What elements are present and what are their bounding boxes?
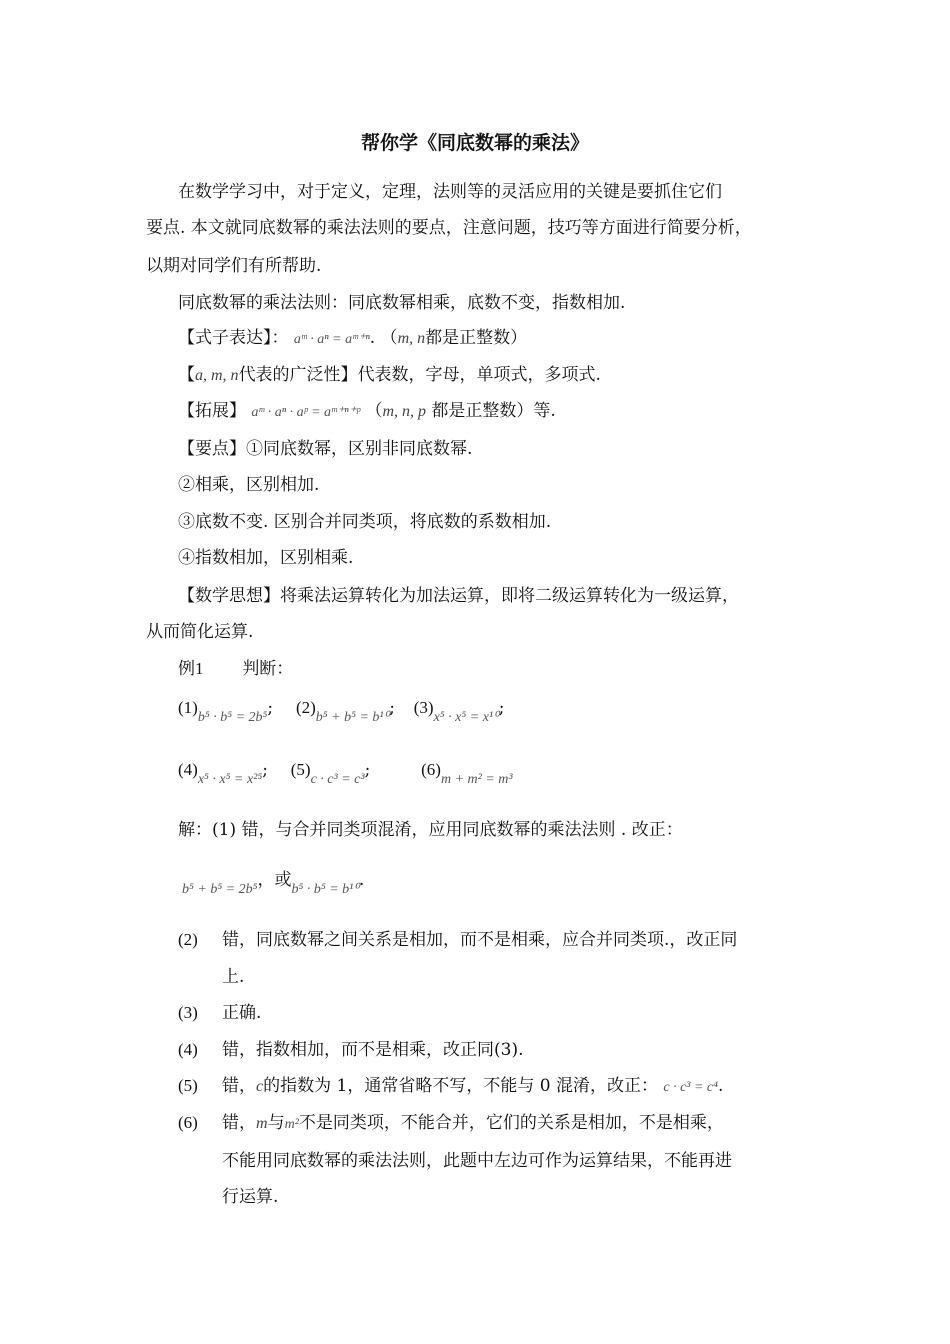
answer-label: (6) — [178, 1113, 198, 1132]
answer-label: (2) — [178, 930, 198, 949]
point-3: ③底数不变. 区别合并同类项，将底数的系数相加. — [178, 512, 552, 532]
extension-line: 【拓展】 aᵐ · aⁿ · aᵖ = aᵐ⁺ⁿ⁺ᵖ （m, n, p 都是正整数）等. — [178, 401, 556, 421]
q2-label: (2) — [295, 698, 316, 717]
formula-line: 【式子表达】： aᵐ · aⁿ = aᵐ⁺ⁿ. （m, n都是正整数） — [178, 328, 528, 348]
ext-label: 【拓展】 — [178, 401, 246, 421]
ext-cond-text: 都是正整数）等. — [431, 401, 556, 421]
questions-row-1: $(1)_{b^5 \cdot b^5 = 2b^5}$; $(2)_{b^5 + b^5 = b^{10}}$; $(3)_{x^5 \cdot x^5 = x^{10}}$; — [178, 698, 505, 725]
formula-cond-vars: m, n — [397, 330, 426, 347]
point-1: 【要点】①同底数幂，区别非同底数幂. — [178, 439, 473, 459]
point-4: ④指数相加，区别相乘. — [178, 548, 354, 568]
fix1-math: b⁵ + b⁵ = 2b⁵ — [182, 882, 258, 897]
q4-label: (4) — [178, 760, 198, 779]
page-title: 帮你学《同底数幂的乘法》 — [360, 132, 589, 154]
intro-line-3: 以期对同学们有所帮助. — [146, 256, 322, 276]
var-c: c — [256, 1078, 264, 1095]
or-text: ，或 — [257, 870, 292, 890]
formula-cond-text: 都是正整数） — [425, 328, 528, 348]
q3-math: x⁵ · x⁵ = x¹⁰ — [433, 710, 499, 725]
answer-text: 错，c的指数为 1，通常省略不写，不能与 0 混淆，改正： c · c³ = c⁴. — [222, 1076, 724, 1096]
q1-math: b⁵ · b⁵ = 2b⁵ — [197, 710, 268, 725]
var-m2: m² — [284, 1117, 299, 1132]
answer-6-cont-2: 行运算. — [222, 1187, 279, 1207]
answer-text: 错，m与m²不是同类项，不能合并，它们的关系是相加，不是相乘， — [222, 1113, 724, 1133]
q6-math: m + m² = m³ — [440, 772, 513, 787]
representation-line: 【a, m, n代表的广泛性】代表数，字母，单项式，多项式. — [178, 365, 601, 385]
thought-line-1: 【数学思想】将乘法运算转化为加法运算，即将二级运算转化为一级运算， — [178, 586, 739, 606]
q4-math: x⁵ · x⁵ = x²⁵ — [197, 772, 263, 787]
formula-label: 【式子表达】： — [178, 328, 289, 348]
solution-fix-line: $_{b^5 + b^5 = 2b^5}$，或$_{b^5 \cdot b^5 = b^{10}}$. — [182, 870, 365, 897]
intro-line-2: 要点. 本文就同底数幂的乘法法则的要点，注意问题，技巧等方面进行简要分析， — [146, 218, 752, 238]
answer-text: 错，同底数幂之间关系是相加，而不是相乘，应合并同类项.，改正同 — [222, 930, 738, 950]
q1-label: (1) — [178, 698, 198, 717]
answer-6-cont-1: 不能用同底数幂的乘法法则，此题中左边可作为运算结果，不能再进 — [222, 1151, 732, 1171]
q3-label: (3) — [413, 698, 434, 717]
point-2: ②相乘，区别相加. — [178, 475, 320, 495]
answer-label: (5) — [178, 1076, 198, 1095]
fix5-math: c · c³ = c⁴ — [663, 1080, 719, 1095]
formula-math: aᵐ · aⁿ = aᵐ⁺ⁿ — [293, 332, 370, 347]
q6-label: (6) — [421, 760, 441, 779]
answer-text: 错，指数相加，而不是相乘，改正同(3). — [222, 1040, 524, 1060]
rep-vars: a, m, n — [195, 367, 239, 384]
questions-row-2: $(4)_{x^5 \cdot x^5 = x^{25}}$; $(5)_{c \cdot c^3 = c^3}$; $(6)_{m + m^2 = m^3}$ — [178, 760, 513, 787]
rep-text: 代表数，字母，单项式，多项式. — [357, 365, 601, 385]
example-heading — [178, 657, 293, 681]
ext-math: aᵐ · aⁿ · aᵖ = aᵐ⁺ⁿ⁺ᵖ — [251, 405, 361, 420]
q5-label: (5) — [290, 760, 311, 779]
example-task: 判断： — [242, 659, 294, 679]
answer-2-cont: 上. — [222, 967, 245, 987]
q2-math: b⁵ + b⁵ = b¹⁰ — [315, 710, 390, 725]
rep-label: 代表的广泛性】 — [238, 365, 358, 385]
thought-line-2: 从而简化运算. — [146, 622, 254, 642]
fix2-math: b⁵ · b⁵ = b¹⁰ — [291, 882, 359, 897]
example-label: 例1 — [178, 659, 204, 678]
q5-math: c · c³ = c³ — [310, 772, 365, 787]
answer-label: (3) — [178, 1003, 198, 1022]
answer-label: (4) — [178, 1040, 198, 1059]
answer-text: 正确. — [222, 1003, 262, 1023]
intro-line-1: 在数学学习中，对于定义，定理，法则等的灵活应用的关键是要抓住它们 — [178, 182, 722, 202]
var-m: m — [256, 1115, 268, 1132]
ext-cond-vars: m, n, p — [382, 403, 427, 420]
solution-line-1: 解：(1) 错，与合并同类项混淆，应用同底数幂的乘法法则 . 改正： — [178, 820, 683, 840]
rule-text: 同底数幂的乘法法则：同底数幂相乘，底数不变，指数相加. — [178, 293, 626, 313]
